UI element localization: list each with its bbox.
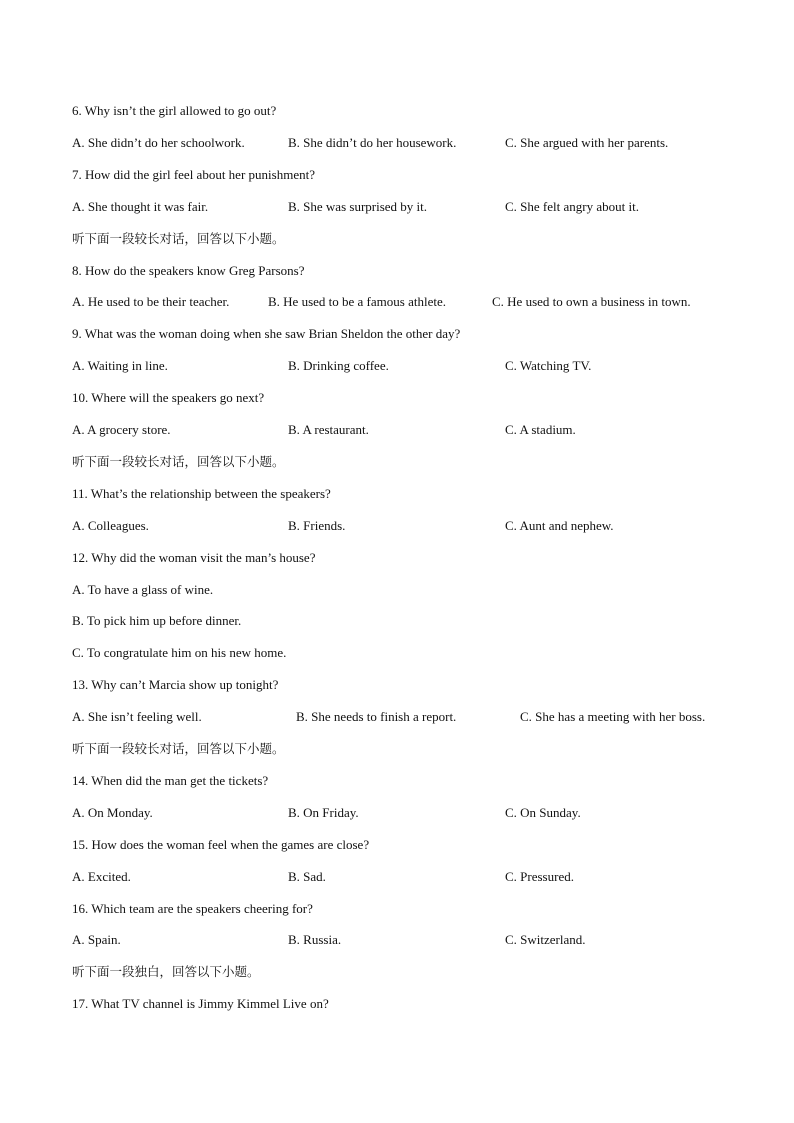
- section-instruction: 听下面一段较长对话，回答以下小题。: [72, 741, 285, 756]
- option-b: B. She didn’t do her housework.: [288, 135, 457, 150]
- section-instruction: 听下面一段较长对话，回答以下小题。: [72, 454, 285, 469]
- option-a: A. Colleagues.: [72, 518, 149, 533]
- question-text: 15. How does the woman feel when the games are close?: [72, 837, 370, 852]
- question-text: 11. What’s the relationship between the speakers?: [72, 486, 331, 501]
- option-c: C. Watching TV.: [505, 358, 592, 373]
- option-c: C. A stadium.: [505, 422, 576, 437]
- question-text: 8. How do the speakers know Greg Parsons?: [72, 263, 305, 278]
- option-c: C. Pressured.: [505, 869, 574, 884]
- option-c: C. He used to own a business in town.: [492, 294, 691, 309]
- option-a: A. She isn’t feeling well.: [72, 709, 202, 724]
- question-text: C. To congratulate him on his new home.: [72, 645, 287, 660]
- option-b: B. Friends.: [288, 518, 346, 533]
- option-b: B. He used to be a famous athlete.: [268, 294, 446, 309]
- option-c: C. On Sunday.: [505, 805, 581, 820]
- question-text: 12. Why did the woman visit the man’s house?: [72, 550, 316, 565]
- question-text: 10. Where will the speakers go next?: [72, 390, 265, 405]
- question-text: 9. What was the woman doing when she saw Brian Sheldon the other day?: [72, 326, 461, 341]
- option-b: B. She was surprised by it.: [288, 199, 428, 214]
- question-text: A. To have a glass of wine.: [72, 582, 214, 597]
- option-c: C. She felt angry about it.: [505, 199, 639, 214]
- option-c: C. She has a meeting with her boss.: [520, 709, 706, 724]
- option-a: A. Spain.: [72, 932, 121, 947]
- option-b: B. Russia.: [288, 932, 342, 947]
- option-b: B. Sad.: [288, 869, 326, 884]
- question-text: 17. What TV channel is Jimmy Kimmel Live on?: [72, 996, 329, 1011]
- question-text: 13. Why can’t Marcia show up tonight?: [72, 677, 279, 692]
- option-b: B. A restaurant.: [288, 422, 369, 437]
- question-text: 7. How did the girl feel about her punishment?: [72, 167, 315, 182]
- question-text: 16. Which team are the speakers cheering for?: [72, 901, 313, 916]
- question-text: B. To pick him up before dinner.: [72, 613, 242, 628]
- option-a: A. A grocery store.: [72, 422, 171, 437]
- option-a: A. Excited.: [72, 869, 131, 884]
- option-c: C. Aunt and nephew.: [505, 518, 614, 533]
- option-c: C. She argued with her parents.: [505, 135, 669, 150]
- question-text: 6. Why isn’t the girl allowed to go out?: [72, 103, 277, 118]
- option-a: A. Waiting in line.: [72, 358, 168, 373]
- question-text: 14. When did the man get the tickets?: [72, 773, 269, 788]
- option-b: B. Drinking coffee.: [288, 358, 389, 373]
- option-b: B. On Friday.: [288, 805, 359, 820]
- option-a: A. She thought it was fair.: [72, 199, 209, 214]
- option-a: A. On Monday.: [72, 805, 153, 820]
- option-a: A. He used to be their teacher.: [72, 294, 230, 309]
- section-instruction: 听下面一段独白，回答以下小题。: [72, 964, 260, 979]
- section-instruction: 听下面一段较长对话，回答以下小题。: [72, 231, 285, 246]
- option-b: B. She needs to finish a report.: [296, 709, 457, 724]
- option-c: C. Switzerland.: [505, 932, 586, 947]
- option-a: A. She didn’t do her schoolwork.: [72, 135, 245, 150]
